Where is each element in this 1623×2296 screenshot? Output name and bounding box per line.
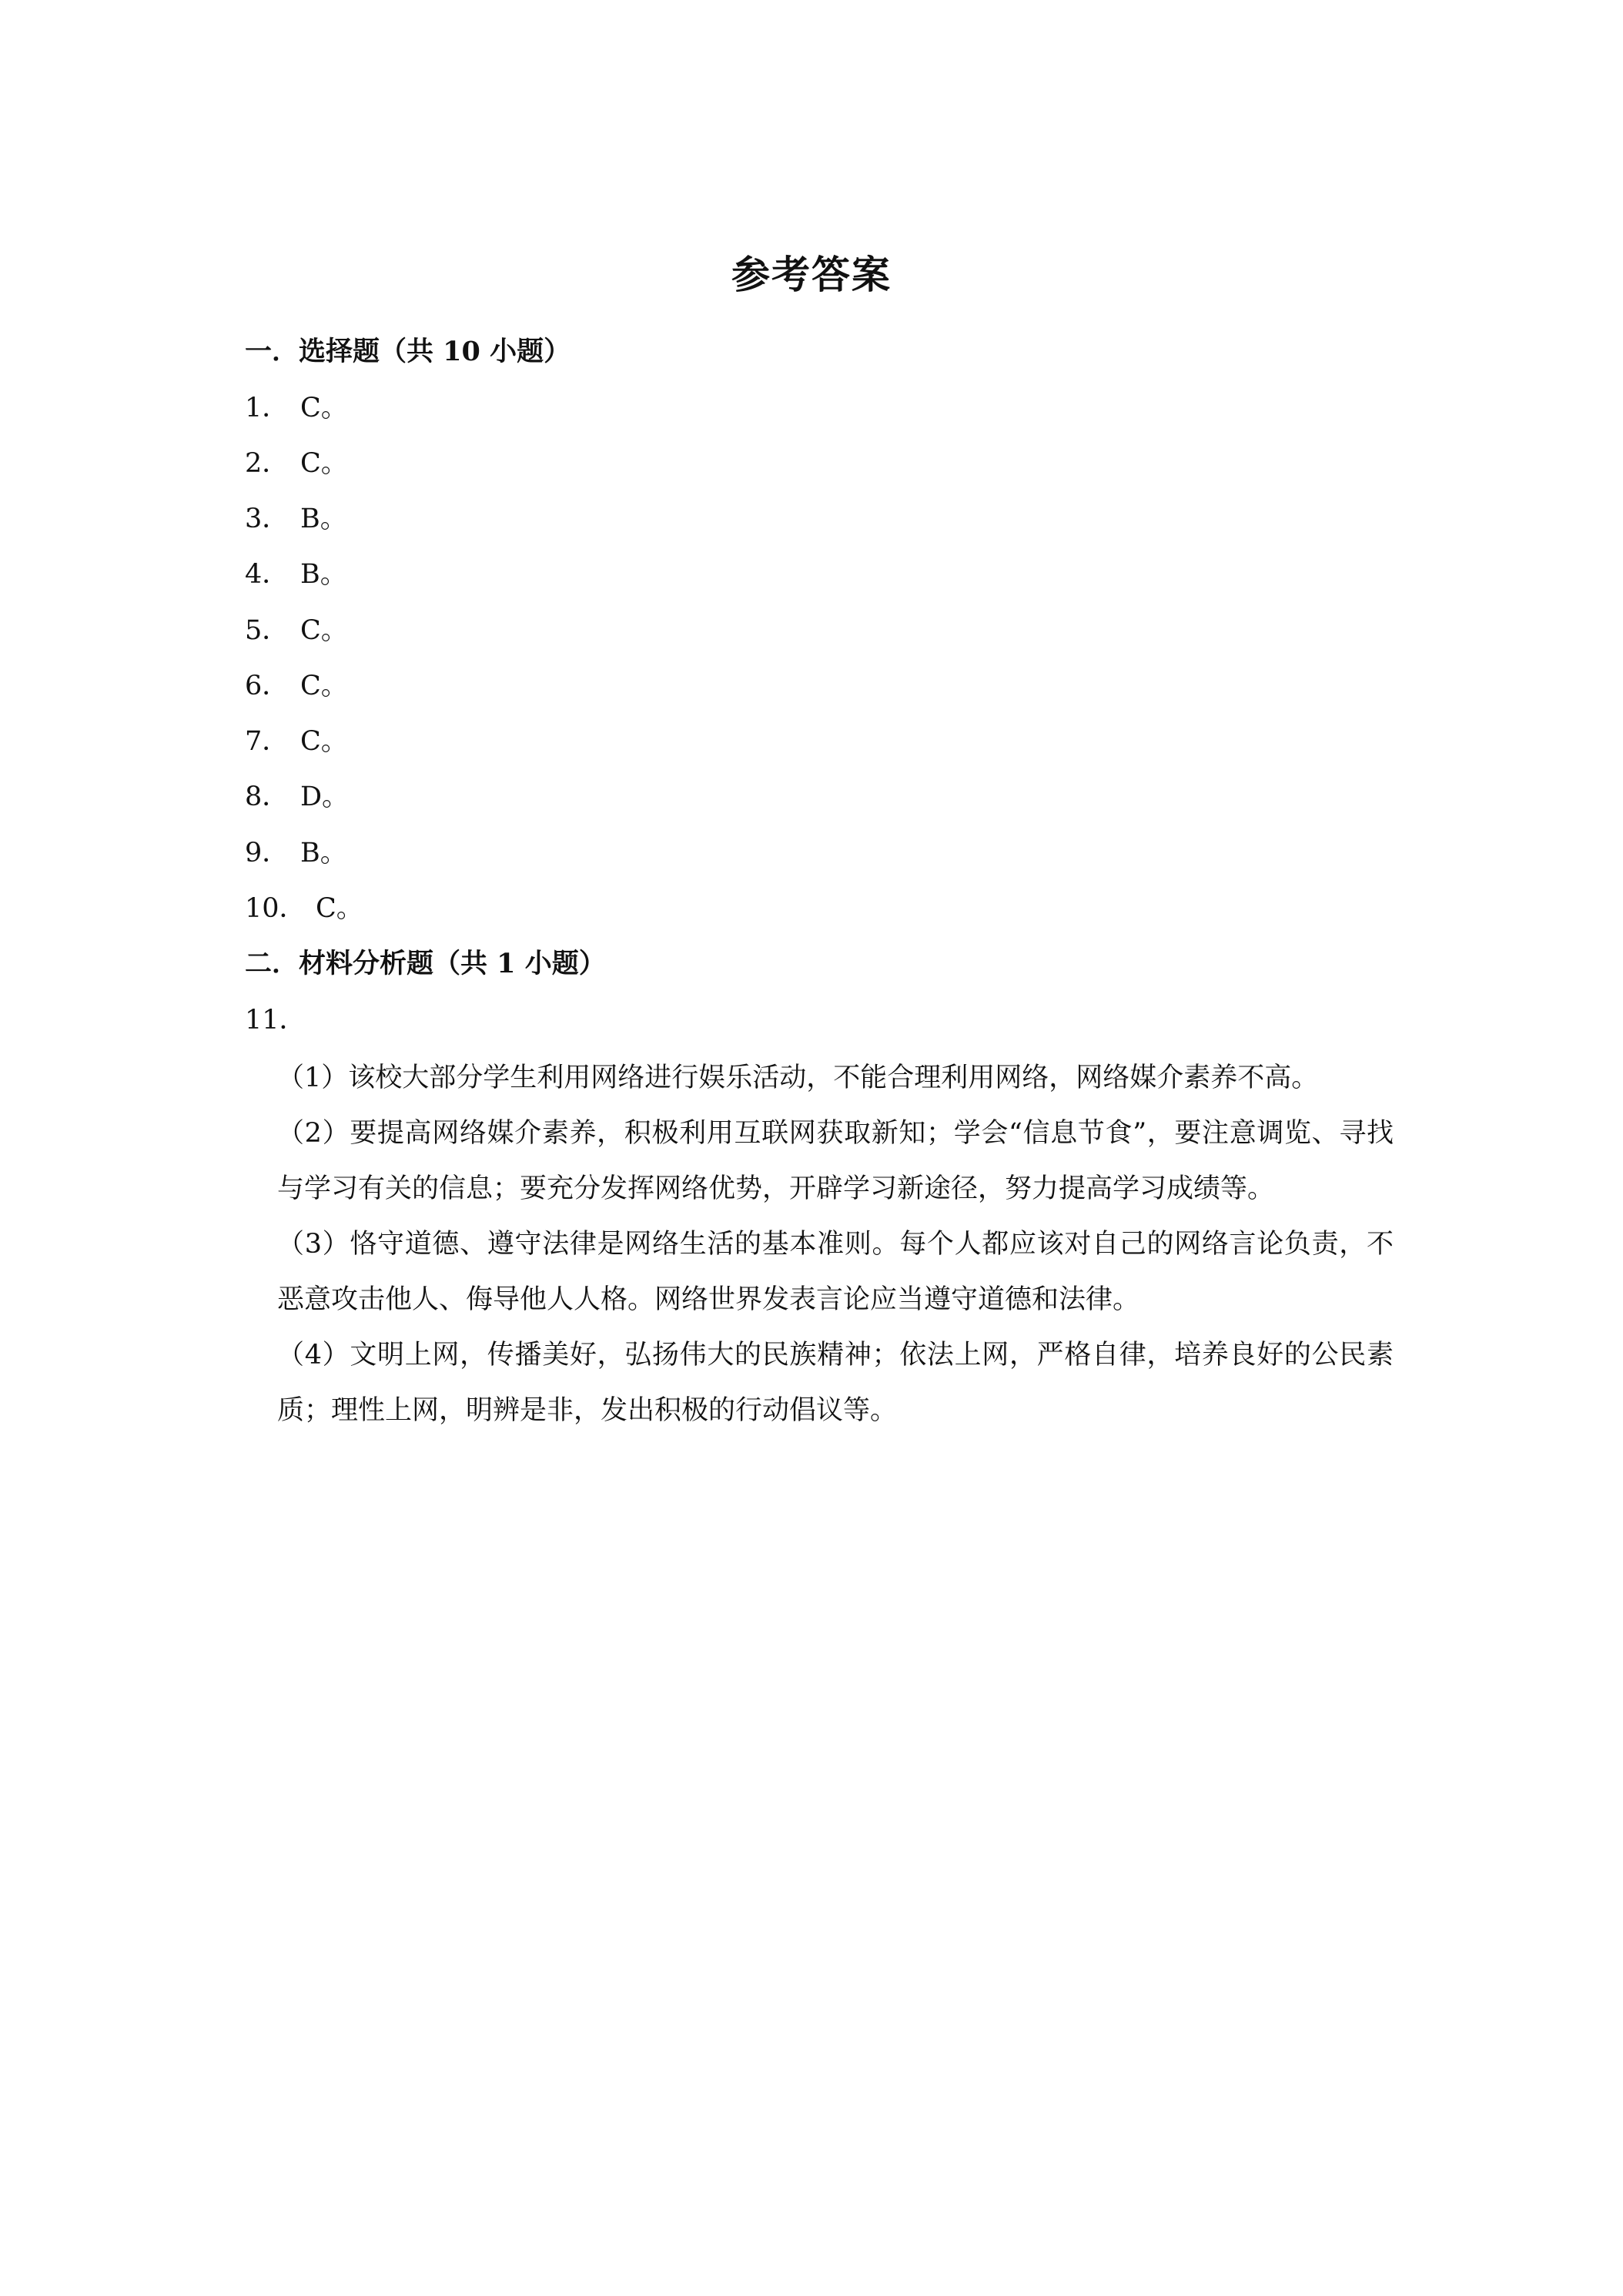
answer-paragraph-3: （3）恪守道德、遵守法律是网络生活的基本准则。每个人都应该对自己的网络言论负责，不恶意攻击他人、侮导他人人格。网络世界发表言论应当遵守道德和法律。 <box>277 1229 1394 1315</box>
answer-value: C。 <box>300 726 348 757</box>
answer-value: D。 <box>300 782 350 812</box>
answer-value: B。 <box>300 559 347 590</box>
answer-item-2 <box>245 444 348 483</box>
answer-paragraph-4: （4）文明上网，传播美好，弘扬伟大的民族精神；依法上网，严格自律，培养良好的公民素质；理性上网，明辨是非，发出积极的行动倡议等。 <box>277 1340 1394 1426</box>
answer-number: 3． <box>245 504 289 534</box>
answer-number: 6． <box>245 671 289 701</box>
answer-item-8 <box>245 778 349 816</box>
answer-number: 10． <box>245 893 306 924</box>
answer-value: B。 <box>300 838 347 869</box>
answer-item-3 <box>245 500 347 538</box>
answer-item-6 <box>245 667 348 705</box>
answer-value: C。 <box>300 448 348 479</box>
answer-number: 9． <box>245 838 289 869</box>
answer-value: C。 <box>300 393 348 423</box>
answer-item-9 <box>245 834 347 872</box>
answer-item-4 <box>245 555 347 594</box>
answer-paragraph-1: （1）该校大部分学生利用网络进行娱乐活动，不能合理利用网络，网络媒介素养不高。 <box>277 1063 1319 1093</box>
answer-number: 5． <box>245 615 289 646</box>
section-heading-analysis: 二．材料分析题（共 1 小题） <box>245 948 606 979</box>
answer-item-1 <box>245 389 348 427</box>
answer-item-10 <box>245 889 363 928</box>
section-heading-choice: 一．选择题（共 10 小题） <box>245 336 571 367</box>
answer-number: 4． <box>245 559 289 590</box>
answer-number: 2． <box>245 448 289 479</box>
answer-item-7 <box>245 722 348 761</box>
answer-value: C。 <box>300 671 348 701</box>
answer-number: 1． <box>245 393 289 423</box>
answer-paragraph-2: （2）要提高网络媒介素养，积极利用互联网获取新知；学会“信息节食”，要注意调览、寻找与学习有关的信息；要充分发挥网络优势，开辟学习新途径，努力提高学习成绩等。 <box>277 1118 1394 1204</box>
answer-value: C。 <box>300 615 348 646</box>
answer-number: 7． <box>245 726 289 757</box>
answer-value: B。 <box>300 504 347 534</box>
page-title: 参考答案 <box>731 252 892 297</box>
answer-value: C。 <box>316 893 363 924</box>
question-number: 11． <box>245 1005 306 1036</box>
answer-item-5 <box>245 611 348 650</box>
answer-number: 8． <box>245 782 289 812</box>
